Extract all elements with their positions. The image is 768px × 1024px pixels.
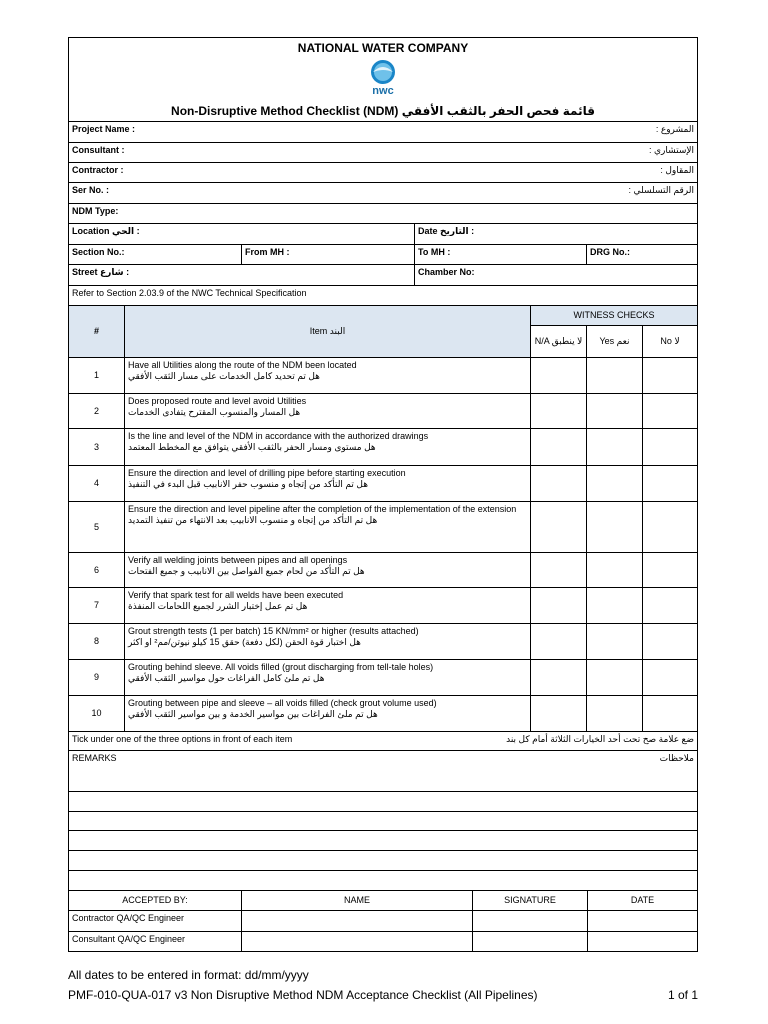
yes-checkbox[interactable]: [587, 429, 643, 465]
tick-note-row: [68, 732, 698, 751]
contractor-name-field[interactable]: [242, 911, 473, 931]
street-row: [68, 265, 698, 286]
doc-footer: [68, 988, 698, 1002]
remarks-line[interactable]: [68, 812, 698, 831]
remarks-label: REMARKS: [72, 753, 117, 763]
refer-row: [68, 286, 698, 306]
item-text-ar: هل اختبار قوة الحقن (لكل دفعة) حقق 15 كيلو نيوتن/مم² او اكثر: [128, 637, 361, 647]
consultant-engineer-label: Consultant QA/QC Engineer: [69, 932, 242, 951]
na-checkbox[interactable]: [531, 394, 587, 428]
table-row: [68, 394, 698, 429]
item-number: 10: [69, 696, 125, 731]
ndm-type-label: NDM Type:: [72, 206, 119, 216]
na-checkbox[interactable]: [531, 358, 587, 393]
no-checkbox[interactable]: [643, 466, 697, 501]
location-label: Location الحي :: [69, 224, 415, 244]
item-header: Item البند: [125, 306, 531, 357]
item-text-ar: هل تم ملئ الفراغات بين مواسير الخدمة و بين مواسير الثقب الأفقي: [128, 709, 378, 719]
remarks-line[interactable]: [68, 831, 698, 851]
no-checkbox[interactable]: [643, 553, 697, 587]
form-header: [68, 37, 698, 122]
witness-checks-header: [531, 306, 697, 357]
date-header: DATE: [630, 895, 655, 905]
na-checkbox[interactable]: [531, 696, 587, 731]
checklist-form: [68, 37, 698, 952]
na-checkbox[interactable]: [531, 624, 587, 659]
item-number: 6: [69, 553, 125, 587]
yes-checkbox[interactable]: [587, 553, 643, 587]
table-row: [68, 553, 698, 588]
na-checkbox[interactable]: [531, 588, 587, 623]
accepted-by-label: ACCEPTED BY:: [69, 891, 242, 910]
contractor-label-ar: المقاول :: [660, 165, 694, 175]
company-name: NATIONAL WATER COMPANY: [297, 41, 469, 55]
no-checkbox[interactable]: [643, 358, 697, 393]
consultant-label: Consultant :: [72, 145, 125, 155]
consultant-label-ar: الإستشاري :: [648, 145, 694, 155]
contractor-label: Contractor :: [72, 165, 124, 175]
date-label: Date التاريخ :: [418, 226, 475, 236]
yes-checkbox[interactable]: [587, 588, 643, 623]
no-checkbox[interactable]: [643, 660, 697, 695]
table-row: [68, 660, 698, 696]
yes-checkbox[interactable]: [587, 660, 643, 695]
ser-no-label: Ser No. :: [72, 185, 110, 195]
item-number: 7: [69, 588, 125, 623]
no-checkbox[interactable]: [643, 624, 697, 659]
item-text: Have all Utilities along the route of the NDM been located: [128, 360, 357, 370]
item-number: 1: [69, 358, 125, 393]
item-text: Ensure the direction and level pipeline after the completion of the implementation of the extension: [128, 504, 517, 514]
item-text-ar: هل تم ملئ كامل الفراغات حول مواسير الثقب الأفقي: [128, 673, 325, 683]
item-text: Grouting behind sleeve. All voids filled (grout discharging from tell-tale holes): [128, 662, 434, 672]
remarks-line[interactable]: [68, 871, 698, 891]
location-row: [68, 224, 698, 245]
table-row: [68, 429, 698, 466]
item-text: Ensure the direction and level of drilling pipe before starting execution: [128, 468, 406, 478]
item-text: Is the line and level of the NDM in accordance with the authorized drawings: [128, 431, 429, 441]
no-checkbox[interactable]: [643, 696, 697, 731]
item-text: Does proposed route and level avoid Utilities: [128, 396, 307, 406]
contractor-row: [68, 163, 698, 183]
table-header: [68, 306, 698, 358]
ser-no-row: [68, 183, 698, 204]
na-checkbox[interactable]: [531, 553, 587, 587]
item-text: Grout strength tests (1 per batch) 15 KN/mm² or higher (results attached): [128, 626, 419, 636]
no-checkbox[interactable]: [643, 502, 697, 552]
item-number: 4: [69, 466, 125, 501]
from-mh-label: From MH :: [242, 245, 415, 264]
remarks-line[interactable]: [68, 792, 698, 812]
chamber-no-label: Chamber No:: [418, 267, 475, 277]
na-checkbox[interactable]: [531, 466, 587, 501]
item-number: 9: [69, 660, 125, 695]
table-row: [68, 466, 698, 502]
witness-checks-label: WITNESS CHECKS: [531, 306, 697, 326]
num-header: #: [69, 306, 125, 357]
no-checkbox[interactable]: [643, 394, 697, 428]
tick-note: Tick under one of the three options in front of each item: [72, 734, 293, 744]
contractor-signoff-row: [68, 911, 698, 932]
item-number: 8: [69, 624, 125, 659]
refer-note: Refer to Section 2.03.9 of the NWC Technical Specification: [72, 288, 307, 298]
consultant-name-field[interactable]: [242, 932, 473, 951]
item-text-ar: هل تم عمل إختبار الشرر لجميع اللحامات المنفذة: [128, 601, 308, 611]
item-text: Grouting between pipe and sleeve – all voids filled (check grout volume used): [128, 698, 437, 708]
na-checkbox[interactable]: [531, 502, 587, 552]
dates-format-note: All dates to be entered in format: dd/mm/yyyy: [68, 968, 309, 982]
ndm-type-row: [68, 204, 698, 224]
form-title: Non-Disruptive Method Checklist (NDM) قائمة فحص الحفر بالثقب الأفقي: [171, 104, 595, 118]
table-row: [68, 624, 698, 660]
ser-no-label-ar: الرقم التسلسلي :: [628, 185, 694, 195]
item-text: Verify that spark test for all welds have been executed: [128, 590, 344, 600]
consultant-date-field[interactable]: [588, 932, 697, 951]
drg-no-label: DRG No.:: [590, 247, 630, 257]
doc-reference: PMF-010-QUA-017 v3 Non Disruptive Method NDM Acceptance Checklist (All Pipelines): [68, 988, 538, 1002]
contractor-engineer-label: Contractor QA/QC Engineer: [69, 911, 242, 931]
item-text-ar: هل تم التأكد من إتجاه و منسوب الانابيب بعد الانتهاء من تنفيذ التمديد: [128, 515, 378, 525]
item-number: 3: [69, 429, 125, 465]
signature-header: SIGNATURE: [473, 891, 588, 910]
item-number: 2: [69, 394, 125, 428]
yes-checkbox[interactable]: [587, 502, 643, 552]
consultant-row: [68, 143, 698, 163]
contractor-date-field[interactable]: [588, 911, 697, 931]
no-header: No لا: [643, 326, 697, 357]
project-name-label-ar: المشروع :: [655, 124, 694, 134]
section-no-label: Section No.:: [69, 245, 242, 264]
table-row: [68, 588, 698, 624]
item-text-ar: هل تم التأكد من إتجاه و منسوب حفر الانابيب قبل البدء في التنفيذ: [128, 479, 368, 489]
street-label: Street شارع :: [69, 265, 415, 285]
no-checkbox[interactable]: [643, 429, 697, 465]
svg-text:nwc: nwc: [372, 85, 394, 97]
yes-checkbox[interactable]: [587, 466, 643, 501]
item-text-ar: هل المسار والمنسوب المقترح يتفادى الخدمات: [128, 407, 301, 417]
item-text: Verify all welding joints between pipes and all openings: [128, 555, 348, 565]
remarks-line[interactable]: [68, 851, 698, 871]
signoff-header: [68, 891, 698, 911]
yes-checkbox[interactable]: [587, 358, 643, 393]
na-checkbox[interactable]: [531, 660, 587, 695]
item-text-ar: هل تم التأكد من لحام جميع الفواصل بين الانابيب و جميع الفتحات: [128, 566, 365, 576]
yes-checkbox[interactable]: [587, 394, 643, 428]
name-header: NAME: [242, 891, 473, 910]
na-checkbox[interactable]: [531, 429, 587, 465]
table-row: [68, 358, 698, 394]
nwc-logo: [363, 58, 403, 102]
tick-note-ar: ضع علامة صح تحت أحد الخيارات الثلاثة أمام كل بند: [506, 734, 694, 744]
remarks-label-ar: ملاحظات: [659, 753, 694, 763]
na-header: N/A لا ينطبق: [531, 326, 587, 357]
yes-checkbox[interactable]: [587, 624, 643, 659]
project-name-label: Project Name :: [72, 124, 136, 134]
consultant-signature-field[interactable]: [473, 932, 588, 951]
remarks-row: [68, 751, 698, 792]
contractor-signature-field[interactable]: [473, 911, 588, 931]
yes-header: Yes نعم: [587, 326, 643, 357]
item-number: 5: [69, 502, 125, 552]
table-row: [68, 502, 698, 553]
page-number: 1 of 1: [667, 988, 698, 1002]
section-row: [68, 245, 698, 265]
item-text-ar: هل تم تحديد كامل الخدمات على مسار الثقب الأفقي: [128, 371, 320, 381]
project-name-row: [68, 122, 698, 143]
to-mh-label: To MH :: [415, 245, 587, 264]
yes-checkbox[interactable]: [587, 696, 643, 731]
consultant-signoff-row: [68, 932, 698, 952]
no-checkbox[interactable]: [643, 588, 697, 623]
table-row: [68, 696, 698, 732]
item-text-ar: هل مستوى ومسار الحفر بالثقب الأفقي يتوافق مع المخطط المعتمد: [128, 442, 376, 452]
